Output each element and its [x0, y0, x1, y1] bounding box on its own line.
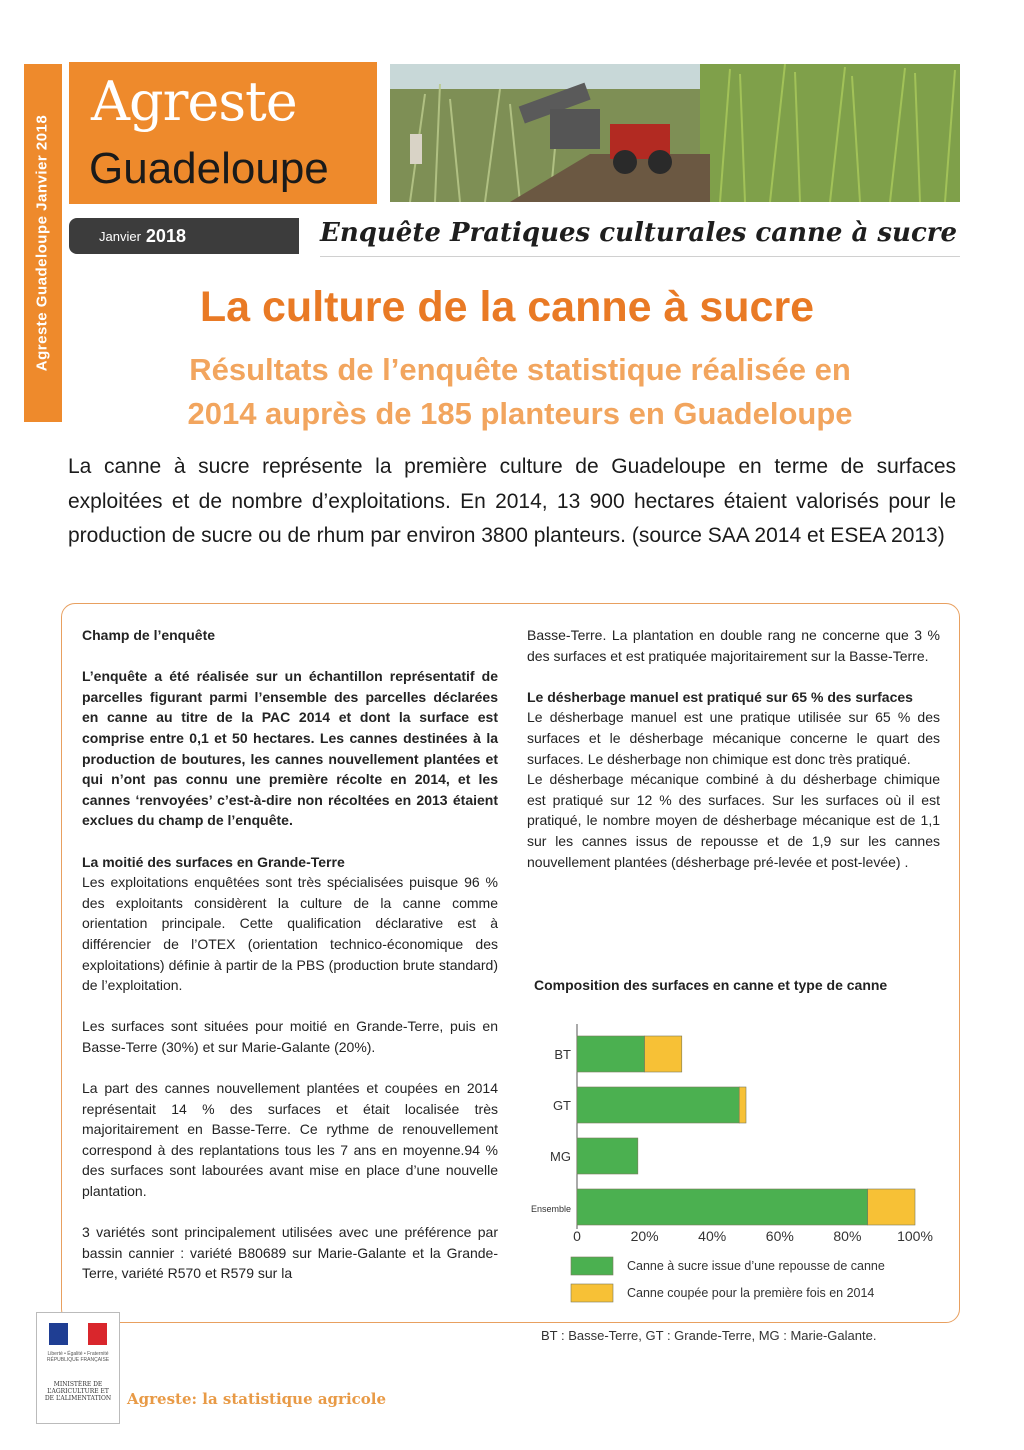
right-column [527, 625, 940, 893]
chart-note: BT : Basse-Terre, GT : Grande-Terre, MG : Marie-Galante. [541, 1328, 877, 1343]
category-label: BT [554, 1047, 571, 1062]
section-heading-field: Champ de l’enquête [82, 627, 216, 643]
x-tick-label: 20% [630, 1228, 659, 1244]
field-paragraph: L’enquête a été réalisée sur un échantillon représentatif de parcelles figurant parmi l’ensemble des parcelles déclarées en canne au titre de la PAC 2014 et dont la surface est comprise entre 0,1 et 50 hectares. Les cannes destinées à la production de boutures, les cannes nouvellement plantées et qui n’ont pas connu une première récolte en 2014, et les cannes ‘renvoyées’ c’est-à-dire non récoltées en 2013 étaient exclues du champ de l’enquête. [82, 668, 498, 829]
stacked-bar-chart [515, 1020, 945, 1320]
x-tick-label: 100% [897, 1228, 933, 1244]
location-paragraph: Les surfaces sont situées pour moitié en Grande-Terre, puis en Basse-Terre (30%) et sur Marie-Galante (20%). [82, 1018, 498, 1055]
double-row-paragraph: Basse-Terre. La plantation en double rang ne concerne que 3 % des surfaces et est pratiquée majoritairement sur la Basse-Terre. [527, 627, 940, 664]
chart-title: Composition des surfaces en canne et type de canne [534, 977, 888, 993]
section-heading-grande-terre: La moitié des surfaces en Grande-Terre [82, 853, 345, 870]
subtitle-line-2: 2014 auprès de 185 planteurs en Guadeloupe [187, 396, 853, 431]
agreste-logo [69, 62, 377, 204]
renewal-paragraph: La part des cannes nouvellement plantées et coupées en 2014 représentait 14 % des surfaces et était localisée très majoritairement en Basse-Terre. Ce rythme de renouvellement correspond à des replantations tous les 7 ans en moyenne.94 % des surfaces sont labourées avant mise en place d’une nouvelle plantation. [82, 1080, 498, 1200]
varieties-paragraph: 3 variétés sont principalement utilisées avec une préférence par bassin cannier : variété B80689 sur Marie-Galante et la Grande-Terre, variété R570 et R579 sur la [82, 1224, 498, 1282]
bar-segment-repousse [577, 1138, 638, 1174]
survey-title: Enquête Pratiques culturales canne à sucre [320, 218, 960, 257]
manual-weeding-paragraph: Le désherbage manuel est une pratique utilisée sur 65 % des surfaces et le désherbage mécanique concerne le quart des surfaces. Le désherbage non chimique est donc très pratiqué. [527, 709, 940, 767]
legend-label: Canne coupée pour la première fois en 2014 [627, 1286, 875, 1300]
ministry-logo [36, 1312, 120, 1424]
issue-month: Janvier [99, 228, 141, 244]
specialisation-paragraph: Les exploitations enquêtées sont très spécialisées puisque 96 % des exploitants considèrent la culture de la canne comme orientation principale. Cette qualification déclarative est à différencier de l’OTEX (orientation technico-économique des exploitations) définie à partir de la PBS (production brute standard) de l’exploitation. [82, 874, 498, 994]
legend-swatch [571, 1257, 613, 1275]
harvest-illustration [390, 64, 960, 202]
page-subtitle [100, 348, 940, 436]
page-title: La culture de la canne à sucre [199, 283, 815, 331]
legend-swatch [571, 1284, 613, 1302]
section-heading-weeding: Le désherbage manuel est pratiqué sur 65 % des surfaces [527, 688, 913, 705]
mechanical-weeding-paragraph: Le désherbage mécanique combiné à du désherbage chimique est pratiqué sur 12 % des surfaces. Sur les surfaces où il est pratiqué, le nombre moyen de désherbage mécanique est de 1,1 sur les cannes issus de repousse et de 1,9 sur les cannes nouvellement plantées (désherbage pré-levée et post-levée) . [527, 771, 940, 870]
bar-segment-premiere-coupe [645, 1036, 682, 1072]
harvest-photo [390, 64, 960, 202]
x-tick-label: 0 [573, 1228, 581, 1244]
x-tick-label: 60% [765, 1228, 794, 1244]
subtitle-line-1: Résultats de l’enquête statistique réalisée en [189, 352, 851, 387]
republic-label: Liberté • Égalité • Fraternité RÉPUBLIQUE FRANÇAISE [46, 1351, 110, 1363]
ministry-label: MINISTÈRE DE L’AGRICULTURE ET DE L’ALIMENTATION [44, 1381, 112, 1402]
category-label: MG [550, 1149, 571, 1164]
bar-segment-repousse [577, 1036, 645, 1072]
left-column [82, 625, 498, 1305]
footer-tagline: Agreste: la statistique agricole [127, 1390, 387, 1408]
category-label: Ensemble [530, 1204, 571, 1214]
logo-title: Agreste [91, 70, 297, 133]
issue-year: 2018 [145, 225, 186, 246]
bar-segment-repousse [577, 1189, 868, 1225]
issue-date [69, 218, 299, 254]
bar-segment-repousse [577, 1087, 739, 1123]
sidebar-vertical-text: Agreste Guadeloupe Janvier 2018 [33, 114, 51, 372]
legend-label: Canne à sucre issue d’une repousse de canne [627, 1259, 885, 1273]
bar-segment-premiere-coupe [868, 1189, 915, 1225]
bar-segment-premiere-coupe [739, 1087, 746, 1123]
x-tick-label: 80% [833, 1228, 862, 1244]
category-label: GT [552, 1098, 571, 1113]
x-tick-label: 40% [698, 1228, 727, 1244]
intro-paragraph: La canne à sucre représente la première culture de Guadeloupe en terme de surfaces exploitées et de nombre d’exploitations. En 2014, 13 900 hectares étaient valorisés pour le production de sucre ou de rhum par environ 3800 planteurs. (source SAA 2014 et ESEA 2013) [68, 455, 956, 547]
french-flag-icon [49, 1323, 107, 1345]
logo-region: Guadeloupe [89, 144, 329, 193]
